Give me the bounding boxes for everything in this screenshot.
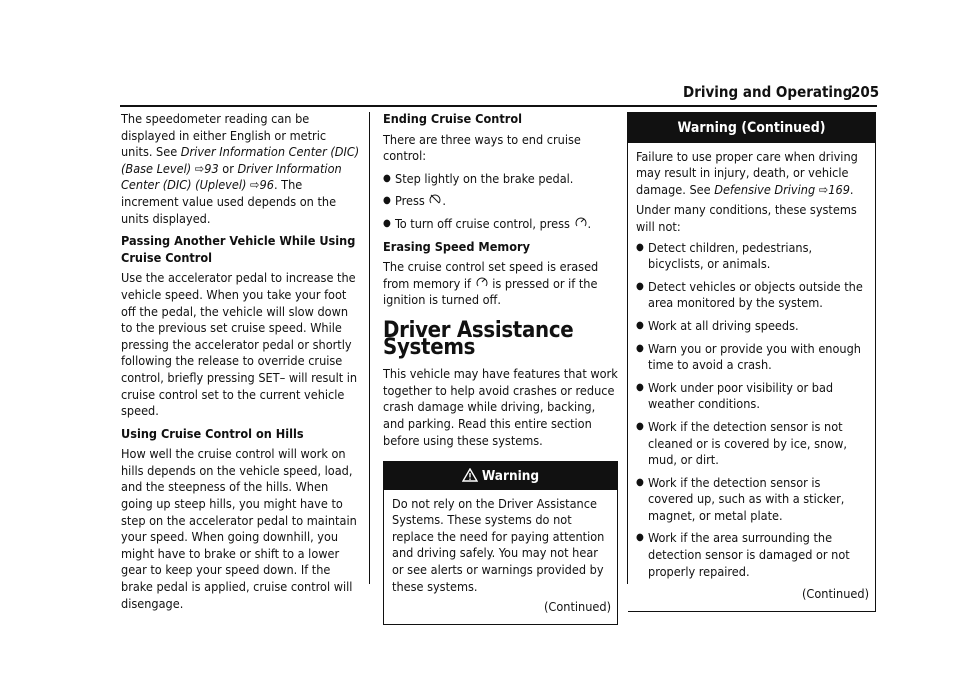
warning-box-continued [628,112,876,612]
paragraph [121,111,361,227]
paragraph: Failure to use proper care when driving may result in injury, death, or vehicle damage. See Defensive Driving ⇨169. [636,148,858,197]
continued-label: (Continued) [802,586,869,602]
page-ref[interactable]: 93 [204,160,219,176]
cruise-control-icon [574,216,588,233]
page-reference-arrow-icon: ⇨ [194,160,205,176]
bullet-icon: ● [636,280,644,292]
paragraph: The cruise control set speed is erased from memory if is pressed or if the ignition is turned off. [383,259,599,308]
paragraph: How well the cruise control will work on hills depends on the vehicle speed, load, and the steepness of the hills. When going up steep hills, you might have to step on the accelerator pedal to maintain your speed. When going downhill, you might have to brake or shift to a lower gear to keep your speed down. If the brake pedal is applied, cruise control will disengage. [121,446,357,611]
text: or [218,160,238,176]
subheading: Ending Cruise Control [383,111,522,126]
list-item: ● Detect vehicles or objects outside the area monitored by the system. [636,278,863,311]
paragraph: This vehicle may have features that work together to help avoid crashes or reduce crash damage while driving, backing, and parking. Read this entire section before using these systems. [383,366,618,448]
bullet-icon: ● [383,172,391,184]
page-reference-arrow-icon: ⇨ [818,181,829,197]
page-number: 205 [851,83,880,101]
paragraph: Use the accelerator pedal to increase the vehicle speed. When you take your foot off the pedal, the vehicle will slow down to the previous set cruise speed. While pressing the accelerator pedal or shortly following the release to override cruise control, briefly pressing SET– will result in cruise control set to the current vehicle speed. [121,270,358,419]
list-item: ● Warn you or provide you with enough time to avoid a crash. [636,340,861,373]
subheading: Passing Another Vehicle While Using Cruise Control [121,233,356,265]
bullet-icon: ● [636,342,644,354]
list-item: ● Work under poor visibility or bad weather conditions. [636,379,834,412]
warning-title: Warning [481,468,540,485]
section-title: Driver Assistance Systems [383,317,574,360]
list-item: ● Work if the area surrounding the detection sensor is damaged or not properly repaired. [636,530,850,579]
cross-reference-link[interactable]: Defensive Driving [714,181,816,197]
cross-reference-link[interactable]: Driver Information Center (DIC) (Base Level) [121,144,360,176]
bullet-icon: ● [383,195,391,207]
paragraph: There are three ways to end cruise control: [383,131,581,164]
list-item: ● Detect children, pedestrians, bicyclists, or animals. [636,239,813,272]
column-3 [628,112,876,612]
text: . The increment value used depends on the units displayed. [121,177,337,226]
list-item: ● To turn off cruise control, press . [383,215,592,231]
list-item: ● Work if the detection sensor is covered up, such as with a sticker, magnet, or metal plate. [636,474,845,523]
bullet-icon: ● [636,319,644,331]
bullet-icon: ● [636,476,644,488]
warning-triangle-icon [462,468,478,482]
column-divider [369,112,370,584]
list-item: ● Work if the detection sensor is not cleaned or is covered by ice, snow, mud, or dirt. [636,418,847,468]
subheading: Erasing Speed Memory [383,238,530,254]
cruise-control-icon [475,276,489,293]
warning-text: Do not rely on the Driver Assistance Systems. These systems do not replace the need for paying attention and driving safely. You may not hear or see alerts or warnings provided by these systems. [392,495,605,594]
warning-header: Warning (Continued) [628,113,875,143]
page-reference-arrow-icon: ⇨ [250,177,260,193]
continued-label: (Continued) [544,599,611,615]
cruise-cancel-icon [428,193,442,210]
warning-header [384,462,617,490]
bullet-icon: ● [636,241,644,253]
paragraph: Under many conditions, these systems will not: [636,202,857,234]
header-rule [120,105,877,107]
list-item: ● Step lightly on the brake pedal. [383,170,574,186]
list-item: ● Work at all driving speeds. [636,317,799,333]
cross-reference-link[interactable]: Driver Information Center (DIC) (Uplevel) [121,160,342,193]
text: The speedometer reading can be displayed in either English or metric units. See [121,111,327,160]
column-2 [383,111,618,625]
running-header-title: Driving and Operating [683,83,853,101]
bullet-icon: ● [636,532,644,544]
bullet-icon: ● [636,381,644,393]
page-ref[interactable]: 169 [828,181,850,197]
list-item: ● Press . [383,193,446,209]
page-ref[interactable]: 96 [259,177,274,193]
column-1 [121,111,361,618]
subheading: Using Cruise Control on Hills [121,425,304,441]
bullet-icon: ● [636,420,644,432]
bullet-icon: ● [383,217,391,229]
warning-box [383,461,618,625]
